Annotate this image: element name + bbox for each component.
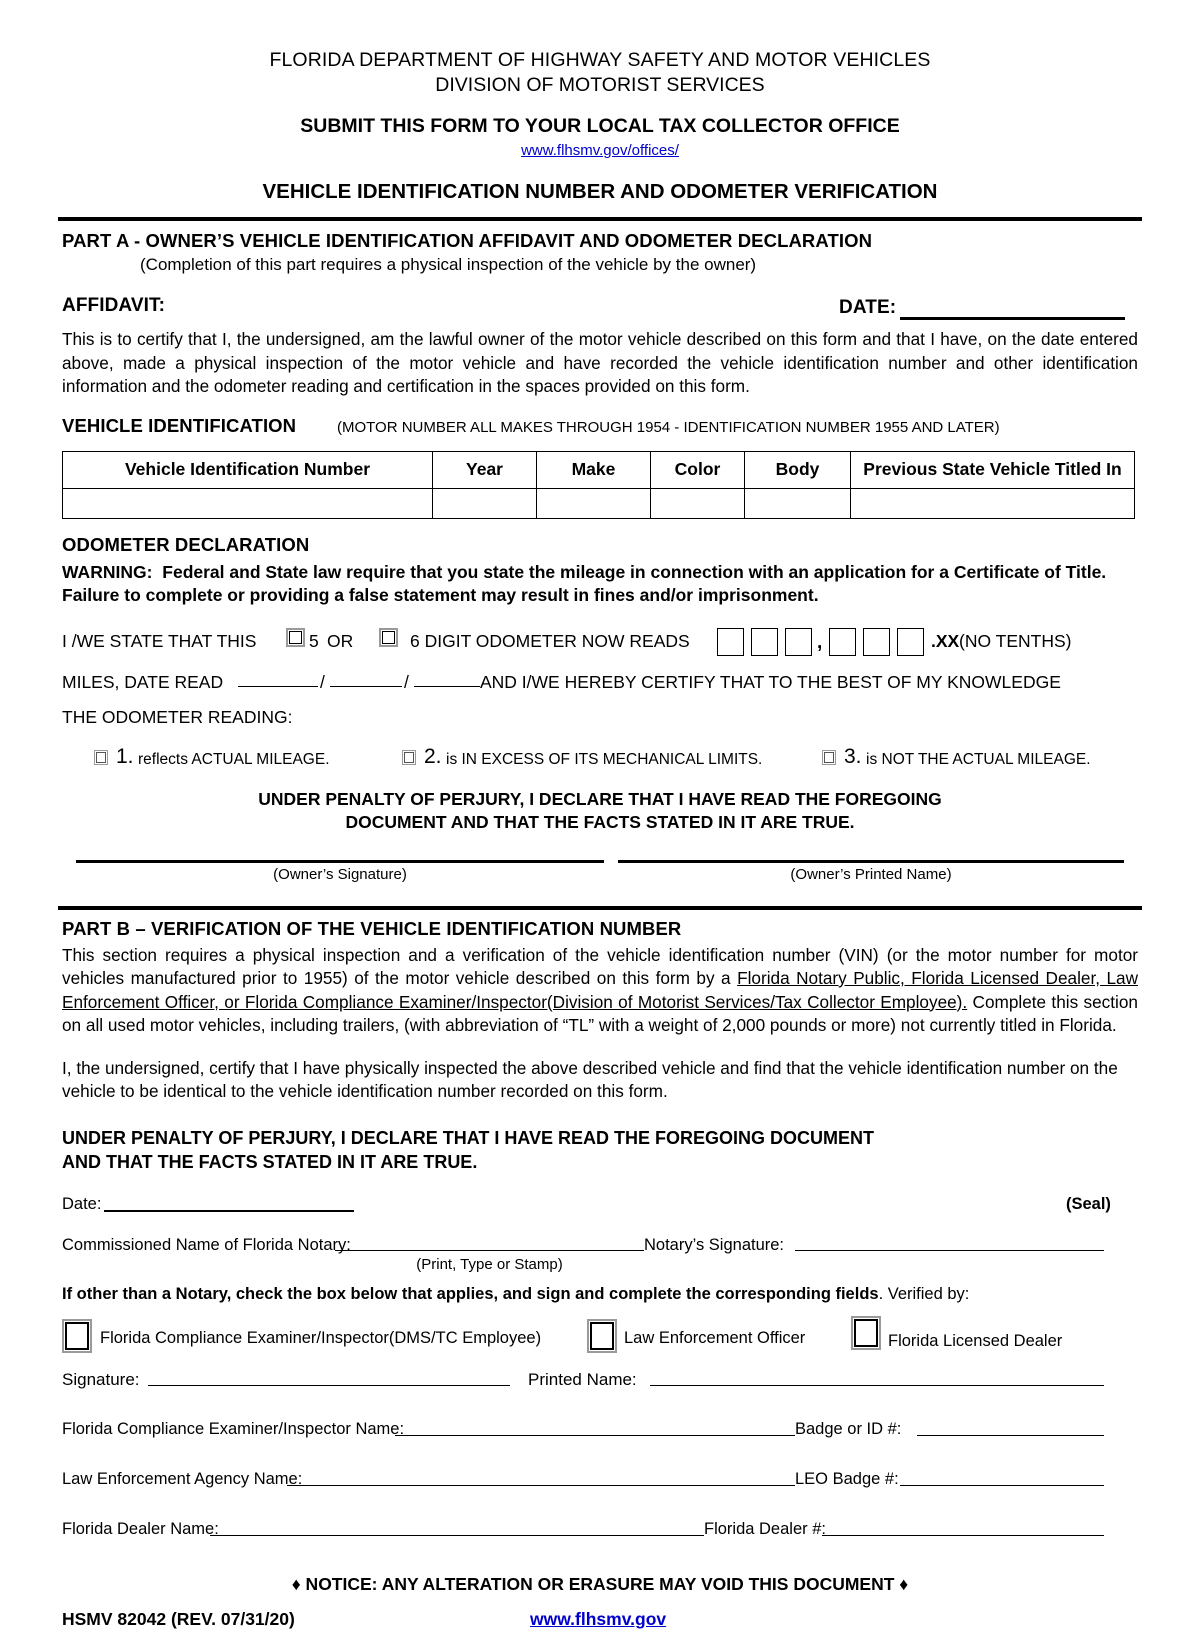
- part-b-para1-underlined: Florida Notary Public, Florida Licensed Dealer, Law Enforcement Officer, or Florida Compliance Examiner/Inspector(Division of Motorist Services/Tax Collector Employee).: [62, 968, 1138, 1012]
- miles-date-read-label: MILES, DATE READ: [62, 671, 224, 692]
- six-digit-label: 6 DIGIT ODOMETER NOW READS: [410, 630, 690, 651]
- odometer-digit-6[interactable]: [897, 628, 924, 656]
- part-b-para1-b: Complete this section on all used motor vehicles, including trailers, (with abbreviation of “TL” with a weight of 2,000 pounds or more) not currently titled in Florida.: [62, 991, 1138, 1035]
- option-3-label: is NOT THE ACTUAL MILEAGE.: [866, 750, 1091, 768]
- notary-name-label: Commissioned Name of Florida Notary:: [62, 1235, 351, 1254]
- owner-printed-name-caption: (Owner’s Printed Name): [790, 865, 952, 883]
- table-row: [63, 488, 1135, 518]
- dealer-name-label: Florida Dealer Name:: [62, 1519, 219, 1538]
- badge-id-input[interactable]: [917, 1421, 1104, 1436]
- checkbox-actual-mileage[interactable]: [94, 750, 108, 765]
- part-b-date-row: [62, 1191, 1138, 1225]
- checkbox-compliance-examiner[interactable]: [62, 1319, 92, 1353]
- or-label: OR: [327, 630, 354, 651]
- col-body: Body: [745, 451, 851, 488]
- verified-by-label: . Verified by:: [878, 1284, 970, 1303]
- date-read-year[interactable]: [414, 672, 480, 687]
- part-b-title: PART B – VERIFICATION OF THE VEHICLE IDENTIFICATION NUMBER: [62, 917, 682, 939]
- inspector-name-row: [62, 1416, 1138, 1454]
- table-header-row: [63, 451, 1135, 488]
- document-header: [0, 0, 1200, 205]
- odometer-xx-label: .XX: [931, 630, 960, 651]
- part-b-para1-a: This section requires a physical inspection and a verification of the vehicle identification number (VIN) (or the motor number for motor vehicles manufactured prior to 1955) of the motor vehicle described on this form by a: [62, 944, 1138, 988]
- offices-link[interactable]: www.flhsmv.gov/offices/: [521, 142, 679, 159]
- state-that-this-label: I /WE STATE THAT THIS: [62, 630, 257, 651]
- flhsmv-link[interactable]: www.flhsmv.gov: [530, 1608, 667, 1629]
- seal-label: (Seal): [1066, 1194, 1111, 1213]
- checkbox-compliance-examiner-label: Florida Compliance Examiner/Inspector(DMS/TC Employee): [100, 1328, 542, 1347]
- dealer-number-label: Florida Dealer #:: [704, 1519, 826, 1538]
- odometer-digits-row: [62, 622, 1138, 662]
- part-b-perjury-statement: [62, 1126, 1138, 1174]
- col-year: Year: [433, 451, 537, 488]
- option-2-label: is IN EXCESS OF ITS MECHANICAL LIMITS.: [446, 750, 763, 768]
- date-input[interactable]: [900, 297, 1125, 320]
- part-b-perjury-line-1: UNDER PENALTY OF PERJURY, I DECLARE THAT I HAVE READ THE FOREGOING DOCUMENT: [62, 1127, 875, 1148]
- odometer-warning: [62, 561, 1138, 608]
- leo-agency-input[interactable]: [287, 1471, 795, 1486]
- notary-signature-label: Notary’s Signature:: [644, 1235, 785, 1254]
- checkbox-florida-dealer-label: Florida Licensed Dealer: [888, 1331, 1063, 1350]
- owner-signature-caption: (Owner’s Signature): [273, 865, 407, 883]
- inspector-name-input[interactable]: [395, 1421, 795, 1436]
- vehicle-identification-heading: VEHICLE IDENTIFICATION: [62, 414, 297, 436]
- part-b-paragraph-1: [62, 944, 1138, 1038]
- part-b-divider: [58, 906, 1142, 910]
- owner-signature-row: [62, 860, 1138, 906]
- odometer-digit-2[interactable]: [751, 628, 778, 656]
- cell-make[interactable]: [537, 488, 651, 518]
- form-number: HSMV 82042 (REV. 07/31/20): [62, 1608, 295, 1629]
- leo-badge-input[interactable]: [900, 1471, 1104, 1486]
- part-b-section: [62, 918, 1138, 1554]
- owner-printed-name-input[interactable]: [618, 860, 1124, 863]
- odometer-digit-3[interactable]: [785, 628, 812, 656]
- odometer-digit-4[interactable]: [829, 628, 856, 656]
- part-a-perjury-statement: [62, 788, 1138, 834]
- affidavit-date-row: [62, 291, 1138, 325]
- checkbox-law-enforcement-label: Law Enforcement Officer: [624, 1328, 806, 1347]
- cell-body[interactable]: [745, 488, 851, 518]
- date-read-day[interactable]: [330, 672, 402, 687]
- option-2-number: 2.: [424, 744, 442, 768]
- cell-color[interactable]: [651, 488, 745, 518]
- header-divider: [58, 217, 1142, 221]
- option-1-label: reflects ACTUAL MILEAGE.: [138, 750, 330, 768]
- dealer-name-input[interactable]: [210, 1521, 704, 1536]
- miles-date-read-row: [62, 667, 1138, 699]
- part-a-section: [62, 230, 1138, 906]
- col-color: Color: [651, 451, 745, 488]
- affidavit-text: This is to certify that I, the undersigned, am the lawful owner of the motor vehicle described on this form and that I have, on the date entered above, made a physical inspection of the motor vehicle and have recorded the vehicle identification number and other identification information and the odometer reading and certification in the spaces provided on this form.: [62, 329, 1138, 396]
- page-title: VEHICLE IDENTIFICATION NUMBER AND ODOMETER VERIFICATION: [262, 180, 938, 203]
- col-make: Make: [537, 451, 651, 488]
- odometer-digit-1[interactable]: [717, 628, 744, 656]
- verifier-printed-name-input[interactable]: [650, 1371, 1104, 1386]
- print-type-stamp-caption: (Print, Type or Stamp): [416, 1255, 563, 1273]
- part-a-perjury-line-2: DOCUMENT AND THAT THE FACTS STATED IN IT ARE TRUE.: [345, 811, 855, 832]
- date-label: DATE:: [839, 297, 897, 318]
- part-b-perjury-line-2: AND THAT THE FACTS STATED IN IT ARE TRUE.: [62, 1151, 478, 1172]
- printed-name-label: Printed Name:: [528, 1369, 637, 1389]
- agency-line-1: FLORIDA DEPARTMENT OF HIGHWAY SAFETY AND MOTOR VEHICLES: [269, 49, 931, 71]
- signature-label: Signature:: [62, 1369, 140, 1389]
- offices-link-wrap: [0, 139, 1200, 161]
- warning-label: WARNING:: [62, 561, 153, 582]
- date-read-month[interactable]: [238, 672, 318, 687]
- col-previous-state: Previous State Vehicle Titled In: [851, 451, 1135, 488]
- leo-badge-label: LEO Badge #:: [795, 1469, 899, 1488]
- checkbox-florida-dealer[interactable]: [851, 1316, 881, 1350]
- no-tenths-label: (NO TENTHS): [959, 630, 1072, 651]
- affidavit-label: AFFIDAVIT:: [62, 295, 166, 316]
- checkbox-not-actual[interactable]: [822, 750, 836, 765]
- agency-line-2: DIVISION OF MOTORIST SERVICES: [435, 74, 765, 96]
- checkbox-law-enforcement[interactable]: [587, 1319, 617, 1353]
- part-b-paragraph-2: I, the undersigned, certify that I have physically inspected the above described vehicle and find that the vehicle identification number on the vehicle to be identical to the vehicle identification number recorded on this form.: [62, 1057, 1118, 1101]
- odometer-reading-label: THE ODOMETER READING:: [62, 706, 293, 727]
- leo-agency-label: Law Enforcement Agency Name:: [62, 1469, 303, 1488]
- odometer-options-row: [62, 745, 1138, 779]
- checkbox-6-digit[interactable]: [379, 628, 398, 647]
- five-digit-label: 5: [309, 630, 319, 651]
- vehicle-identification-table: [62, 451, 1135, 519]
- verifier-signature-input[interactable]: [148, 1371, 510, 1386]
- warning-text: Federal and State law require that you state the mileage in connection with an application for a Certificate of Title. Failure to complete or providing a false statement may result in fines and/or imprisonment.: [62, 561, 1107, 605]
- part-b-date-input[interactable]: [104, 1195, 354, 1212]
- odometer-declaration-heading: ODOMETER DECLARATION: [62, 533, 310, 555]
- dealer-number-input[interactable]: [822, 1521, 1104, 1536]
- checkbox-excess-limits[interactable]: [402, 750, 416, 765]
- owner-signature-input[interactable]: [76, 860, 604, 863]
- other-than-notary-instruction: [62, 1285, 1138, 1304]
- notary-name-input[interactable]: [335, 1236, 644, 1251]
- submit-instruction: SUBMIT THIS FORM TO YOUR LOCAL TAX COLLECTOR OFFICE: [300, 115, 900, 137]
- option-3-number: 3.: [844, 744, 862, 768]
- checkbox-5-digit[interactable]: [286, 628, 305, 647]
- odometer-comma: ,: [817, 631, 823, 653]
- signature-printed-name-row: [62, 1366, 1138, 1404]
- other-than-notary-bold: If other than a Notary, check the box below that applies, and sign and complete the corresponding fields: [62, 1284, 879, 1303]
- part-b-date-label: Date:: [62, 1194, 102, 1213]
- odometer-digit-5[interactable]: [863, 628, 890, 656]
- dealer-row: [62, 1516, 1138, 1554]
- verifier-checkbox-row: [62, 1316, 1138, 1362]
- cell-year[interactable]: [433, 488, 537, 518]
- slash-2: /: [404, 671, 409, 692]
- vehicle-identification-note: (MOTOR NUMBER ALL MAKES THROUGH 1954 - IDENTIFICATION NUMBER 1955 AND LATER): [337, 418, 1000, 436]
- cell-vin[interactable]: [63, 488, 433, 518]
- part-a-title: PART A - OWNER’S VEHICLE IDENTIFICATION AFFIDAVIT AND ODOMETER DECLARATION: [62, 230, 873, 251]
- vehicle-identification-heading-row: [62, 413, 1138, 443]
- cell-previous-state[interactable]: [851, 488, 1135, 518]
- certify-text: AND I/WE HEREBY CERTIFY THAT TO THE BEST OF MY KNOWLEDGE: [480, 671, 1061, 692]
- notary-signature-input[interactable]: [795, 1236, 1104, 1251]
- alteration-notice: ♦ NOTICE: ANY ALTERATION OR ERASURE MAY VOID THIS DOCUMENT ♦: [291, 1573, 909, 1594]
- notary-name-row: [62, 1231, 1138, 1277]
- slash-1: /: [320, 671, 325, 692]
- leo-agency-row: [62, 1466, 1138, 1504]
- part-a-perjury-line-1: UNDER PENALTY OF PERJURY, I DECLARE THAT I HAVE READ THE FOREGOING: [258, 788, 942, 809]
- option-1-number: 1.: [116, 744, 134, 768]
- part-a-subtitle: (Completion of this part requires a physical inspection of the vehicle by the owner): [140, 255, 757, 274]
- col-vin: Vehicle Identification Number: [63, 451, 433, 488]
- badge-id-label: Badge or ID #:: [795, 1419, 902, 1438]
- footer-row: [62, 1609, 1138, 1649]
- inspector-name-label: Florida Compliance Examiner/Inspector Name:: [62, 1419, 405, 1438]
